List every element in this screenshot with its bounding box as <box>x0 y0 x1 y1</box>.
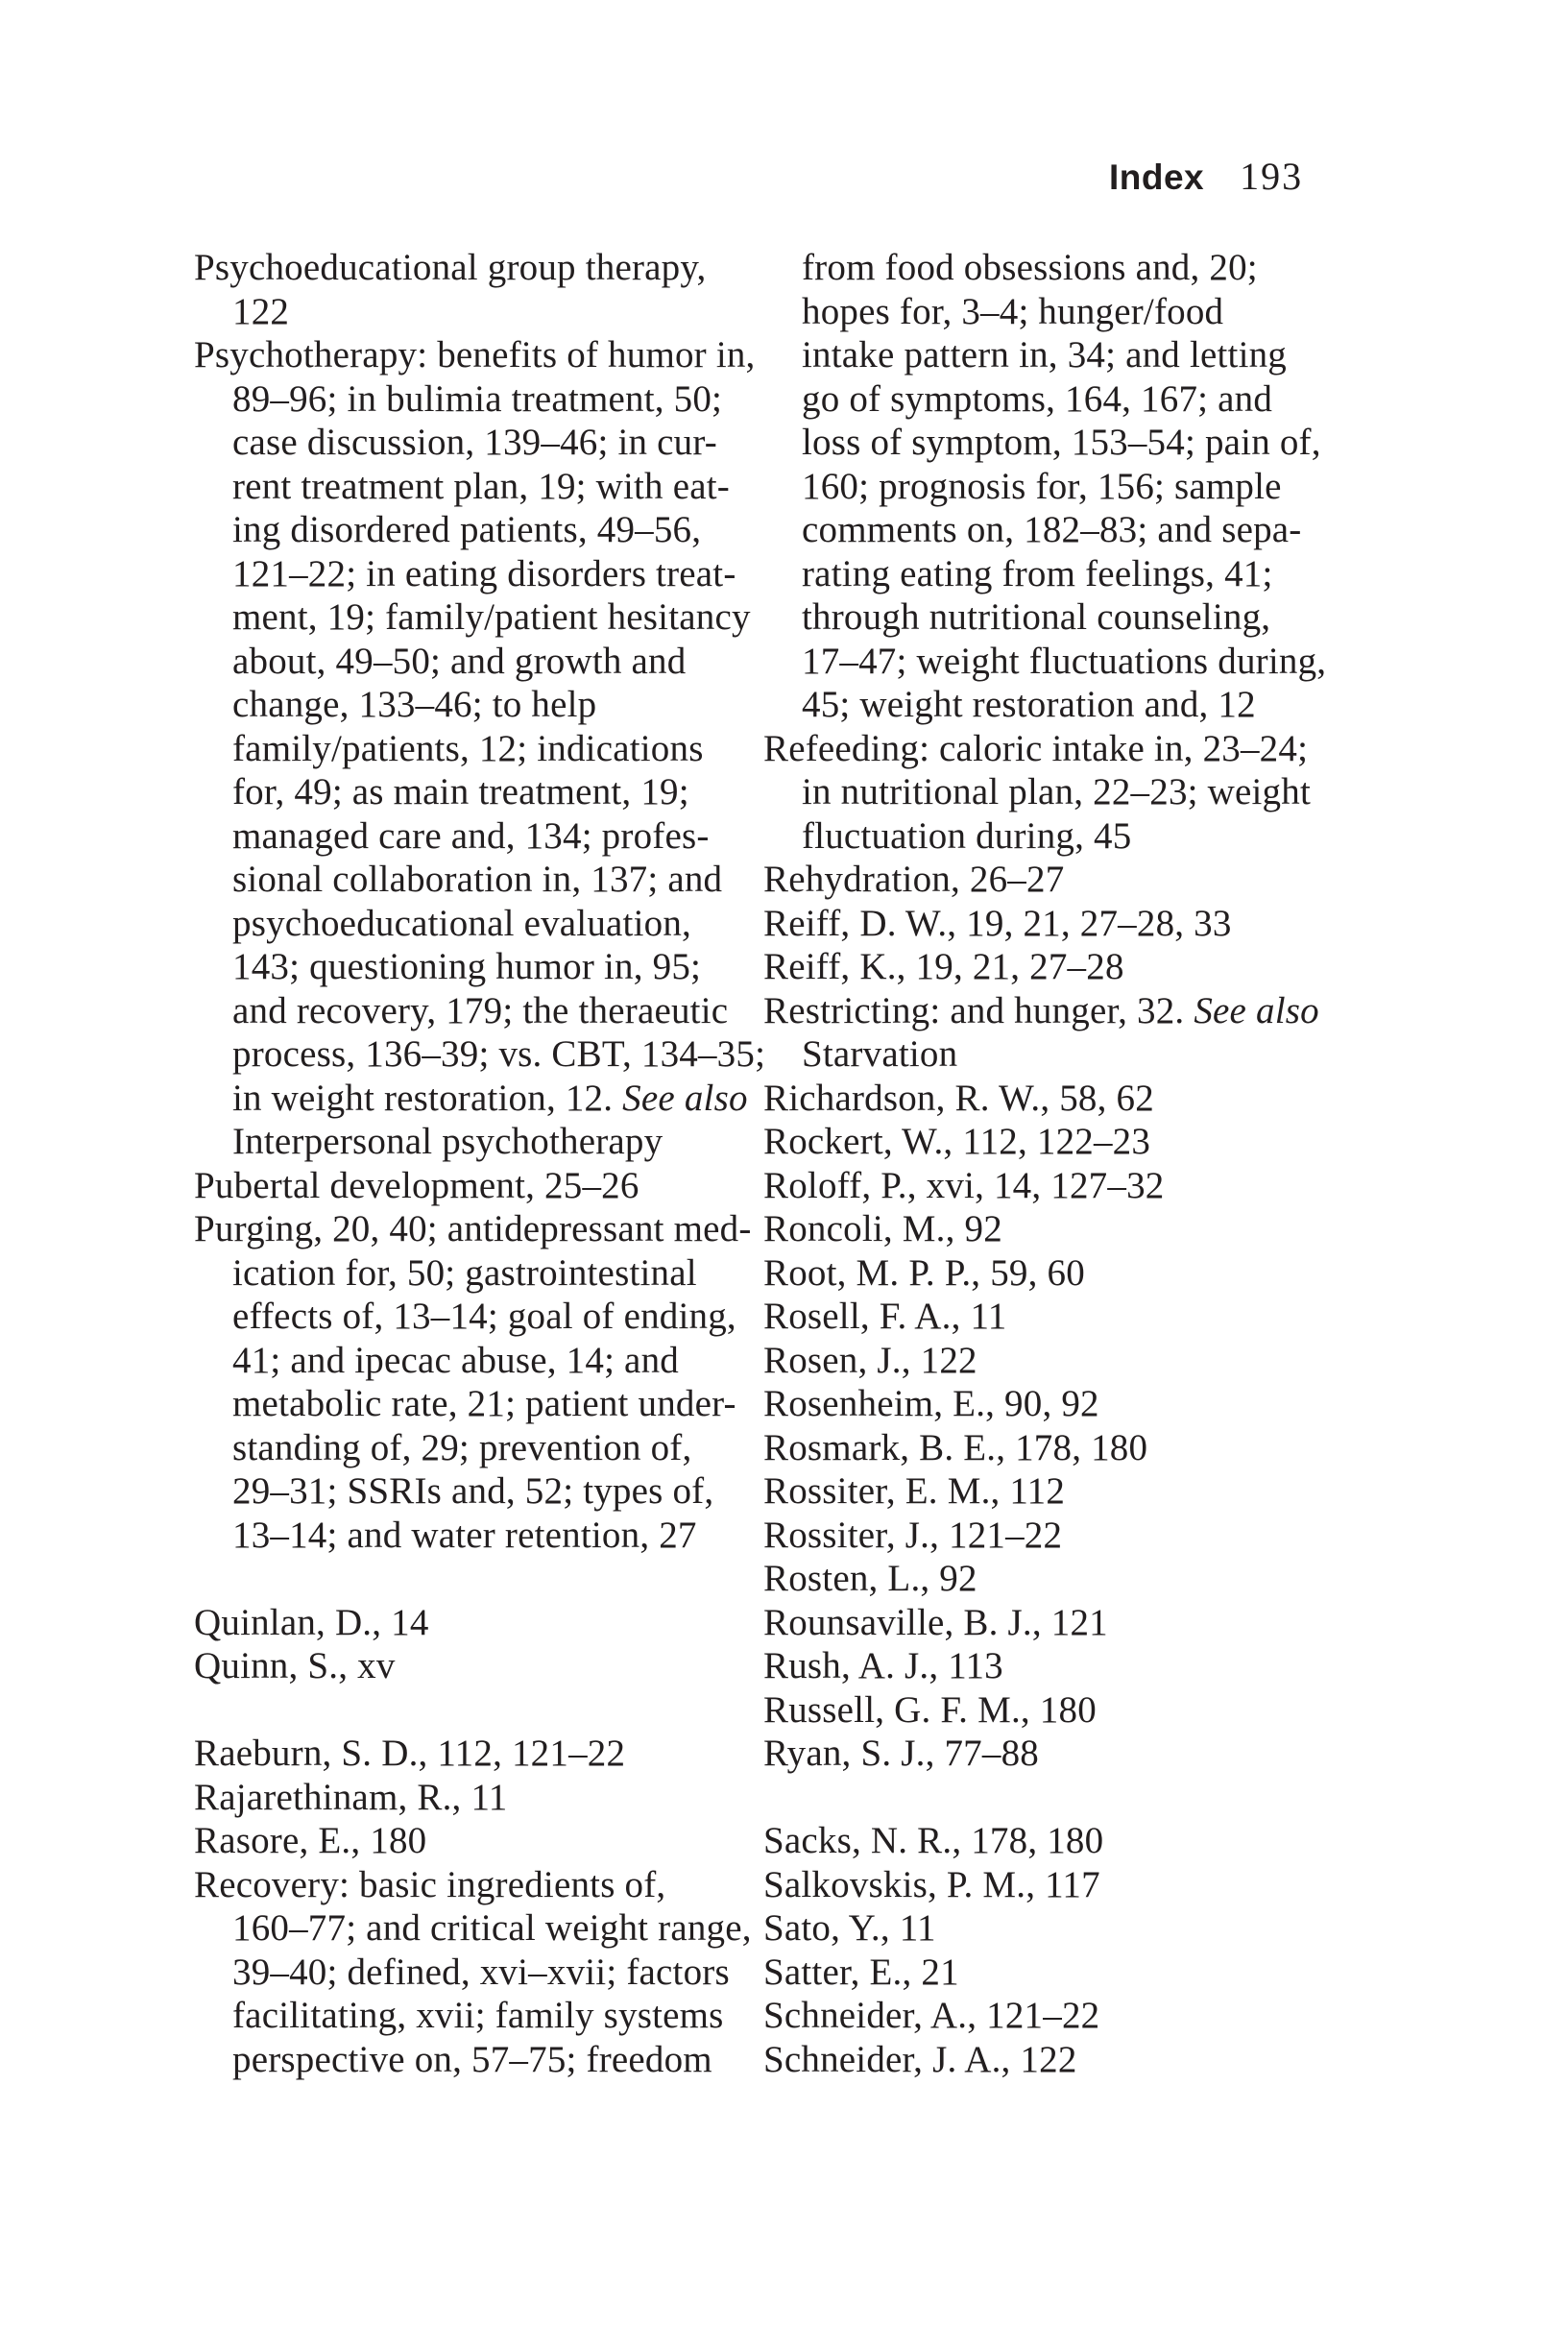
index-line <box>194 1077 765 1121</box>
index-line <box>763 1251 1326 1296</box>
index-text: process, 136–39; vs. CBT, 134–35; <box>232 1033 766 1075</box>
index-text: family/patients, 12; indications <box>232 727 704 769</box>
index-text: Russell, G. F. M., 180 <box>763 1688 1097 1731</box>
index-text: rating eating from feelings, 41; <box>802 552 1273 594</box>
index-line <box>194 902 765 946</box>
index-text: Rosten, L., 92 <box>763 1558 977 1599</box>
index-line <box>194 1032 765 1077</box>
index-text: in nutritional plan, 22–23; weight <box>802 771 1311 812</box>
index-text: Psychotherapy: benefits of humor in, <box>194 334 756 376</box>
index-line <box>194 595 765 640</box>
index-line <box>194 333 765 377</box>
index-text: 121–22; in eating disorders treat- <box>232 552 736 594</box>
index-text: Reiff, D. W., 19, 21, 27–28, 33 <box>763 902 1232 944</box>
index-line <box>194 1426 765 1470</box>
index-text: Rajarethinam, R., 11 <box>194 1776 508 1818</box>
index-heading: Index <box>1109 158 1205 197</box>
index-text: Rossiter, E. M., 112 <box>763 1470 1066 1512</box>
index-text: ication for, 50; gastrointestinal <box>232 1251 697 1294</box>
index-line <box>194 508 765 552</box>
index-text: for, 49; as main treatment, 19; <box>232 771 689 812</box>
index-line <box>763 1994 1326 2038</box>
index-line <box>194 640 765 684</box>
index-line <box>194 1819 765 1863</box>
index-line <box>763 814 1326 859</box>
index-text: Raeburn, S. D., 112, 121–22 <box>194 1733 626 1774</box>
index-text: go of symptoms, 164, 167; and <box>802 377 1273 420</box>
index-line <box>763 377 1326 422</box>
index-text: Salkovskis, P. M., 117 <box>763 1863 1100 1905</box>
index-line <box>194 1207 765 1251</box>
index-text: 143; questioning humor in, 95; <box>232 946 702 987</box>
index-line <box>763 1032 1326 1077</box>
index-line <box>194 1469 765 1514</box>
index-line <box>763 1295 1326 1339</box>
index-text: Rosen, J., 122 <box>763 1339 977 1381</box>
index-line <box>194 814 765 859</box>
index-line <box>763 421 1326 465</box>
index-line <box>763 1644 1326 1688</box>
index-line <box>763 1514 1326 1558</box>
index-text: intake pattern in, 34; and letting <box>802 334 1288 376</box>
index-text: Rossiter, J., 121–22 <box>763 1514 1063 1556</box>
index-text: loss of symptom, 153–54; pain of, <box>802 422 1321 463</box>
index-line <box>763 727 1326 771</box>
index-line <box>763 1951 1326 1995</box>
index-line <box>194 989 765 1033</box>
index-text: Schneider, A., 121–22 <box>763 1995 1100 2036</box>
index-text: Psychoeducational group therapy, <box>194 247 707 288</box>
index-text: 13–14; and water retention, 27 <box>232 1514 697 1556</box>
index-line <box>763 552 1326 596</box>
index-line <box>763 989 1326 1033</box>
see-also-cross-reference: See also <box>1194 989 1319 1031</box>
index-text: Purging, 20, 40; antidepressant med- <box>194 1208 752 1249</box>
index-line <box>194 552 765 596</box>
index-line <box>194 1732 765 1776</box>
index-text: Interpersonal psychotherapy <box>232 1121 663 1162</box>
index-line <box>763 333 1326 377</box>
index-line <box>763 1426 1326 1470</box>
index-text: Restricting: and hunger, 32. <box>763 989 1194 1031</box>
index-line <box>763 595 1326 640</box>
index-line <box>763 290 1326 334</box>
index-text: Schneider, J. A., 122 <box>763 2038 1077 2080</box>
index-text: 41; and ipecac abuse, 14; and <box>232 1339 679 1381</box>
index-text: comments on, 182–83; and sepa- <box>802 509 1302 550</box>
index-line <box>763 640 1326 684</box>
index-text: Rasore, E., 180 <box>194 1820 427 1861</box>
index-line <box>763 858 1326 902</box>
page-number: 193 <box>1240 155 1304 198</box>
index-text: facilitating, xvii; family systems <box>232 1995 724 2036</box>
index-line <box>194 945 765 989</box>
index-text: fluctuation during, 45 <box>802 814 1132 857</box>
index-text: Sacks, N. R., 178, 180 <box>763 1820 1104 1861</box>
index-line <box>763 508 1326 552</box>
index-text: Sato, Y., 11 <box>763 1907 936 1949</box>
index-text: Roncoli, M., 92 <box>763 1208 1002 1249</box>
index-line <box>194 246 765 290</box>
index-text: Rosell, F. A., 11 <box>763 1296 1007 1337</box>
index-line <box>763 246 1326 290</box>
index-text: perspective on, 57–75; freedom <box>232 2038 712 2080</box>
index-line <box>194 465 765 509</box>
index-text: in weight restoration, 12. <box>232 1077 623 1119</box>
index-line <box>763 1207 1326 1251</box>
index-text: about, 49–50; and growth and <box>232 640 687 682</box>
index-line <box>763 1819 1326 1863</box>
index-text: Recovery: basic ingredients of, <box>194 1863 666 1905</box>
index-blank-line <box>194 1688 765 1733</box>
index-line <box>763 945 1326 989</box>
index-text: 160; prognosis for, 156; sample <box>802 465 1282 507</box>
index-text: Rounsaville, B. J., 121 <box>763 1601 1108 1643</box>
index-blank-line <box>763 1776 1326 1820</box>
index-line <box>194 290 765 334</box>
index-line <box>763 1688 1326 1733</box>
index-line <box>763 1469 1326 1514</box>
index-line <box>194 1295 765 1339</box>
index-line <box>763 1863 1326 1907</box>
index-text: Rockert, W., 112, 122–23 <box>763 1121 1151 1162</box>
index-text: Pubertal development, 25–26 <box>194 1164 639 1206</box>
index-line <box>194 858 765 902</box>
index-text: case discussion, 139–46; in cur- <box>232 422 717 463</box>
index-text: and recovery, 179; the theraeutic <box>232 989 729 1031</box>
index-text: 39–40; defined, xvi–xvii; factors <box>232 1951 730 1993</box>
index-line <box>194 1951 765 1995</box>
index-text: effects of, 13–14; goal of ending, <box>232 1296 736 1337</box>
index-line <box>194 727 765 771</box>
index-text: ment, 19; family/patient hesitancy <box>232 596 751 638</box>
index-line <box>763 1601 1326 1645</box>
index-line <box>763 683 1326 727</box>
index-line <box>194 1863 765 1907</box>
index-text: Rosenheim, E., 90, 92 <box>763 1383 1099 1424</box>
index-line <box>194 1339 765 1383</box>
index-line <box>763 1906 1326 1951</box>
index-text: Rush, A. J., 113 <box>763 1645 1003 1686</box>
index-line <box>194 1601 765 1645</box>
index-line <box>763 1732 1326 1776</box>
index-text: 160–77; and critical weight range, <box>232 1907 752 1949</box>
see-also-cross-reference: See also <box>622 1077 748 1119</box>
index-line <box>194 377 765 422</box>
index-line <box>194 770 765 814</box>
index-text: Root, M. P. P., 59, 60 <box>763 1251 1085 1294</box>
index-line <box>763 1164 1326 1208</box>
index-text: Richardson, R. W., 58, 62 <box>763 1077 1154 1119</box>
index-line <box>763 1120 1326 1164</box>
index-line <box>763 465 1326 509</box>
index-text: psychoeducational evaluation, <box>232 902 691 944</box>
index-line <box>194 1994 765 2038</box>
index-text: managed care and, 134; profes- <box>232 814 710 857</box>
index-line <box>194 421 765 465</box>
index-line <box>763 2038 1326 2082</box>
index-line <box>194 1514 765 1558</box>
index-line <box>763 1382 1326 1426</box>
index-text: from food obsessions and, 20; <box>802 247 1258 288</box>
index-line <box>194 1164 765 1208</box>
index-line <box>194 1906 765 1951</box>
index-blank-line <box>194 1557 765 1601</box>
index-line <box>763 1077 1326 1121</box>
index-text: Satter, E., 21 <box>763 1951 959 1993</box>
index-text: Ryan, S. J., 77–88 <box>763 1733 1039 1774</box>
index-text: Reiff, K., 19, 21, 27–28 <box>763 946 1124 987</box>
index-text: 45; weight restoration and, 12 <box>802 684 1256 725</box>
index-text: Refeeding: caloric intake in, 23–24; <box>763 727 1309 769</box>
index-text: ing disordered patients, 49–56, <box>232 509 702 550</box>
index-text: Quinn, S., xv <box>194 1645 396 1686</box>
index-text: 17–47; weight fluctuations during, <box>802 640 1327 682</box>
index-text: hopes for, 3–4; hunger/food <box>802 290 1224 332</box>
index-text: through nutritional counseling, <box>802 596 1271 638</box>
index-text: Rosmark, B. E., 178, 180 <box>763 1426 1148 1468</box>
index-text: Quinlan, D., 14 <box>194 1601 429 1643</box>
index-line <box>194 2038 765 2082</box>
index-line <box>763 1339 1326 1383</box>
index-line <box>194 1120 765 1164</box>
index-column-right <box>763 246 1326 2081</box>
index-text: Starvation <box>802 1033 958 1075</box>
index-line <box>194 1644 765 1688</box>
index-line <box>763 1557 1326 1601</box>
index-line <box>194 1776 765 1820</box>
index-line <box>194 683 765 727</box>
index-text: Rehydration, 26–27 <box>763 859 1065 900</box>
index-text: 122 <box>232 290 290 332</box>
index-text: metabolic rate, 21; patient under- <box>232 1383 736 1424</box>
index-text: sional collaboration in, 137; and <box>232 859 723 900</box>
index-text: 29–31; SSRIs and, 52; types of, <box>232 1470 714 1512</box>
index-line <box>194 1382 765 1426</box>
index-column-left <box>194 246 765 2081</box>
index-text: standing of, 29; prevention of, <box>232 1426 692 1468</box>
running-header <box>1109 154 1303 199</box>
index-text: 89–96; in bulimia treatment, 50; <box>232 377 723 420</box>
index-text: rent treatment plan, 19; with eat- <box>232 465 730 507</box>
index-line <box>194 1251 765 1296</box>
index-line <box>763 902 1326 946</box>
index-text: change, 133–46; to help <box>232 684 597 725</box>
index-text: Roloff, P., xvi, 14, 127–32 <box>763 1164 1165 1206</box>
index-line <box>763 770 1326 814</box>
